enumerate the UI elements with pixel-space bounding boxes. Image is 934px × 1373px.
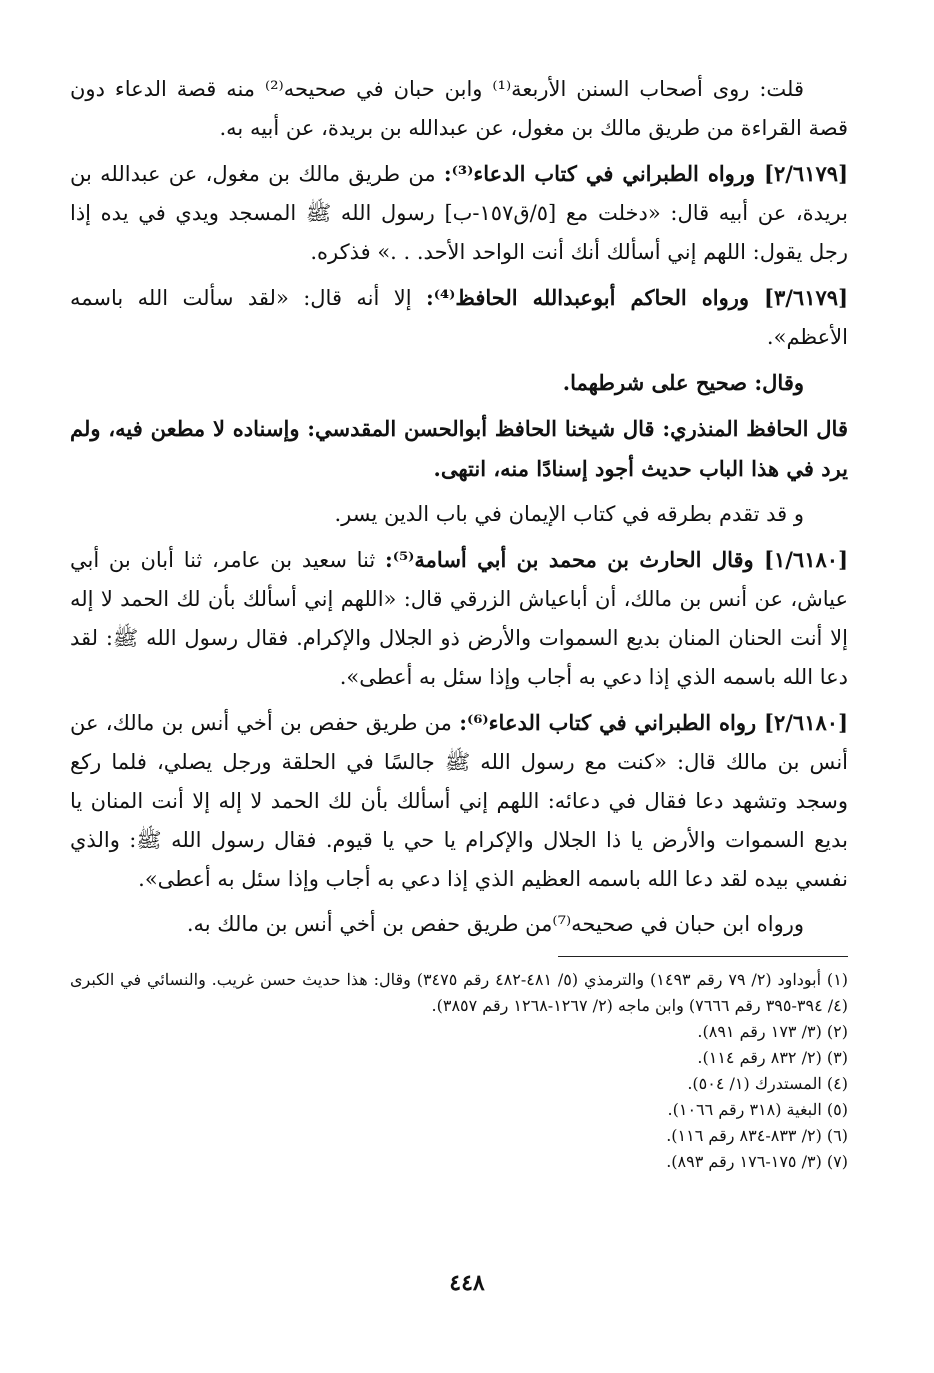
footnote: (٢) (٣/ ١٧٣ رقم ٨٩١). — [697, 1022, 848, 1041]
paragraph-text: قلت: روى أصحاب السنن الأربعة⁽¹⁾ وابن حبان في صحيحه⁽²⁾ منه قصة الدعاء دون قصة القراءة من طريق مالك بن مغول، عن عبدالله بن بريدة، عن أبيه به. — [70, 77, 848, 140]
paragraph — [70, 363, 848, 403]
main-text — [70, 70, 848, 944]
footnote: (٣) (٢/ ٨٣٢ رقم ١١٤). — [697, 1048, 848, 1067]
paragraph — [70, 540, 848, 697]
paragraph — [70, 703, 848, 899]
footnote: (٦) (٢/ ٨٣٣-٨٣٤ رقم ١١٦). — [666, 1126, 848, 1145]
paragraph-text: ثنا سعيد بن عامر، ثنا أبان بن أبي عياش، عن أنس بن مالك، أن أباعياش الزرقي قال: «اللهم إني أسألك بأن لك الحمد لا إله إلا أنت الحنان المنان بديع السموات والأرض ذو الجلال والإكرام. فقال رسول الله ﷺ: لقد دعا الله باسمه الذي إذا دعي به أجاب وإذا سئل به أعطى». — [70, 548, 848, 689]
footnote-divider — [558, 956, 848, 957]
paragraph-text: و قد تقدم بطرقه في كتاب الإيمان في باب الدين يسر. — [334, 502, 804, 526]
footnote: (١) أبوداود (٢/ ٧٩ رقم ١٤٩٣) والترمذي (٥/ ٤٨١-٤٨٢ رقم ٣٤٧٥) وقال: هذا حديث حسن غريب. والنسائي في الكبرى (٤/ ٣٩٤-٣٩٥ رقم ٧٦٦٦) وابن ماجه (٢/ ١٢٦٧-١٢٦٨ رقم ٣٨٥٧). — [70, 970, 849, 1015]
paragraph — [70, 278, 848, 357]
paragraph — [70, 154, 848, 272]
paragraph — [70, 495, 848, 534]
paragraph-lead: [٢/٦١٧٩] ورواه الطبراني في كتاب الدعاء⁽³⁾: — [443, 161, 848, 186]
paragraph-lead: قال الحافظ المنذري: قال شيخنا الحافظ أبوالحسن المقدسي: وإسناده لا مطعن فيه، ولم يرد في هذا الباب حديث أجود إسنادًا منه، انتهى. — [70, 416, 848, 481]
paragraph — [70, 409, 848, 489]
paragraph-text: من طريق مالك بن مغول، عن عبدالله بن بريدة، عن أبيه قال: «دخلت مع [٥/ق١٥٧-ب] رسول الله ﷺ المسجد ويدي في يده إذا رجل يقول: اللهم إني أسألك أنك أنت الواحد الأحد. . .» فذكره. — [70, 162, 848, 264]
paragraph — [70, 905, 848, 944]
footnote: (٥) البغية (٣١٨ رقم ١٠٦٦). — [667, 1100, 848, 1119]
paragraph-text: ورواه ابن حبان في صحيحه⁽⁷⁾من طريق حفص بن أخي أنس بن مالك به. — [186, 912, 804, 936]
paragraph-lead: [٢/٦١٨٠] رواه الطبراني في كتاب الدعاء⁽⁶⁾: — [459, 710, 848, 735]
paragraph-text: من طريق حفص بن أخي أنس بن مالك، عن أنس بن مالك قال: «كنت مع رسول الله ﷺ جالسًا في الحلقة ورجل يصلي، فلما ركع وسجد وتشهد دعا فقال في دعائه: اللهم إني أسألك بأن لك الحمد لا إله إلا أنت المنان يا بديع السموات والأرض يا ذا الجلال والإكرام يا حي يا قيوم. فقال رسول الله ﷺ: والذي نفسي بيده لقد دعا الله باسمه العظيم الذي إذا دعي به أجاب وإذا سئل به أعطى». — [70, 711, 848, 891]
footnote: (٤) المستدرك (١/ ٥٠٤). — [687, 1074, 848, 1093]
paragraph-lead: [١/٦١٨٠] وقال الحارث بن محمد بن أبي أسامة⁽⁵⁾: — [384, 547, 848, 572]
footnote: (٧) (٣/ ١٧٥-١٧٦ رقم ٨٩٣). — [666, 1152, 848, 1171]
paragraph — [70, 70, 848, 148]
footnotes — [70, 967, 848, 1175]
paragraph-lead: [٣/٦١٧٩] ورواه الحاكم أبوعبدالله الحافظ⁽⁴⁾: — [425, 285, 848, 310]
paragraph-text: إلا أنه قال: «لقد سألت الله باسمه الأعظم». — [70, 286, 848, 349]
page-number: ٤٤٨ — [449, 1270, 485, 1296]
paragraph-lead: وقال: صحيح على شرطهما. — [562, 370, 804, 395]
